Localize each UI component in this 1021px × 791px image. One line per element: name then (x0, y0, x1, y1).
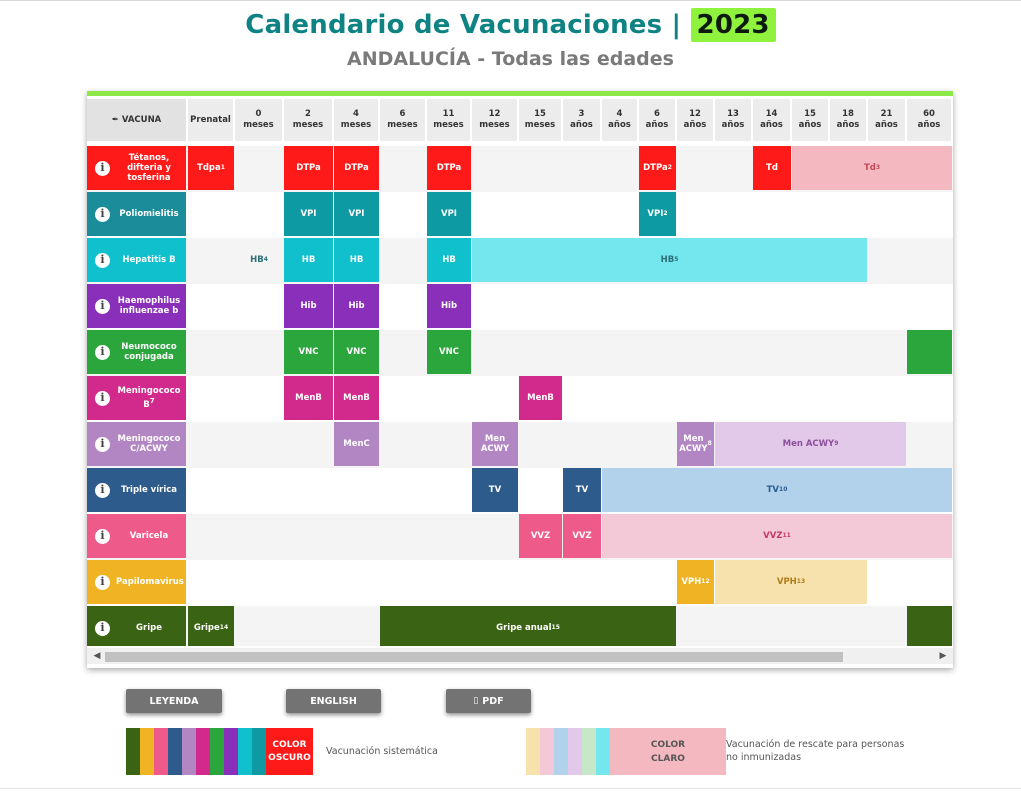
vaccine-label[interactable] (87, 514, 186, 558)
legend-swatch (526, 728, 540, 775)
column-header-label: 6 meses (387, 109, 418, 130)
dose-cell: MenB (334, 376, 379, 420)
dose-cell: DTPa 2 (639, 146, 676, 190)
english-button-label: ENGLISH (310, 695, 357, 707)
vaccine-label[interactable] (87, 146, 186, 190)
vaccine-label[interactable] (87, 606, 186, 646)
dose-cell: VVZ (563, 514, 601, 558)
vaccine-row (87, 422, 953, 468)
info-icon[interactable]: i (95, 529, 110, 544)
dose-cell: Hib (427, 284, 471, 328)
vaccine-name: Hepatitis B (122, 255, 176, 265)
info-icon[interactable]: i (95, 253, 110, 268)
column-header (639, 99, 677, 141)
horizontal-scrollbar[interactable] (87, 648, 953, 664)
vaccine-name: Varicela (129, 531, 169, 541)
vaccine-name: Neumococo conjugada (121, 342, 177, 362)
dose-cell: MenB (519, 376, 562, 420)
legend-dark-description: Vacunación sistemática (326, 746, 438, 757)
vaccine-name: Papilomavirus (116, 577, 184, 587)
legend-swatch (582, 728, 596, 775)
vaccine-label[interactable] (87, 560, 186, 604)
legend-swatch (168, 728, 182, 775)
dose-cell: HB (334, 238, 379, 282)
legend-swatch (140, 728, 154, 775)
column-header-label: 0 meses (243, 109, 274, 130)
column-header (427, 99, 472, 141)
column-header (868, 99, 907, 141)
vaccine-row (87, 284, 953, 330)
dose-cell: VPI (284, 192, 333, 236)
info-icon[interactable]: i (95, 345, 110, 360)
legend-dark-label-2: OSCURO (268, 752, 311, 763)
dose-cell: VVZ (519, 514, 562, 558)
column-header-label: 14 años (760, 109, 783, 130)
vaccine-row (87, 146, 953, 192)
legend-light-label-1: COLOR (650, 739, 686, 750)
dose-cell (907, 606, 952, 646)
pdf-button[interactable] (446, 689, 531, 713)
title-text: Calendario de Vacunaciones | (245, 10, 682, 40)
page-subtitle: ANDALUCÍA - Todas las edades (347, 48, 674, 70)
column-header-label: 12 meses (479, 109, 510, 130)
dose-cell: VNC (334, 330, 379, 374)
dose-cell: MenB (284, 376, 333, 420)
column-header-label: 6 años (645, 109, 669, 130)
column-header (677, 99, 715, 141)
vaccine-name: Meningococo C/ACWY (117, 434, 181, 454)
legend-swatch (568, 728, 582, 775)
legend-button-label: LEYENDA (149, 695, 199, 707)
column-header (563, 99, 602, 141)
dose-cell: MenC (334, 422, 379, 466)
dose-cell: Men ACWY (472, 422, 518, 466)
column-header-label: 13 años (721, 109, 745, 130)
legend-dark-swatches (126, 728, 313, 775)
column-header-label: 12 años (683, 109, 707, 130)
column-header-label: 21 años (875, 109, 898, 130)
legend-swatch (540, 728, 554, 775)
legend-swatch (154, 728, 168, 775)
dose-cell: VPI (334, 192, 379, 236)
vaccine-label[interactable] (87, 330, 186, 374)
column-header-label: 4 años (608, 109, 631, 130)
dose-cell: TV (563, 468, 601, 512)
legend-light-description-line-2: no inmunizadas (726, 752, 802, 763)
legend-button[interactable] (126, 689, 222, 713)
legend-swatch (182, 728, 196, 775)
legend-light-label-2: CLARO (651, 753, 685, 764)
dose-cell: HB 4 (250, 255, 268, 265)
info-icon[interactable]: i (95, 299, 110, 314)
title-year-badge: 2023 (691, 8, 776, 42)
legend-swatch (126, 728, 140, 775)
dose-cell: DTPa (427, 146, 471, 190)
dose-cell: Men ACWY 8 (677, 422, 714, 466)
vaccine-row (87, 192, 953, 238)
dose-cell: Hib (284, 284, 333, 328)
info-icon[interactable]: i (95, 391, 110, 406)
dose-cell: TV (472, 468, 518, 512)
dose-cell: Td (753, 146, 791, 190)
legend-swatch (596, 728, 610, 775)
dose-cell: Gripe anual 15 (380, 606, 676, 646)
scrollbar-thumb[interactable] (105, 652, 843, 662)
top-divider (0, 0, 1021, 1)
legend-light-swatches (526, 728, 726, 775)
info-icon[interactable]: i (95, 207, 110, 222)
legend-swatch (252, 728, 266, 775)
info-icon[interactable]: i (95, 161, 110, 176)
pdf-button-label: PDF (482, 695, 504, 707)
column-header (334, 99, 380, 141)
vaccine-name: Triple vírica (120, 485, 178, 495)
column-header-vacuna (87, 99, 188, 141)
dose-cell: VPI 2 (639, 192, 676, 236)
vaccine-label[interactable] (87, 422, 186, 466)
info-icon[interactable]: i (95, 575, 110, 590)
vaccine-name: Poliomielitis (119, 209, 179, 219)
dose-cell: HB (427, 238, 471, 282)
dose-cell: Men ACWY 9 (715, 422, 906, 466)
vaccine-label[interactable] (87, 284, 186, 328)
pdf-icon: ▯ (473, 696, 479, 706)
vaccine-row (87, 514, 953, 560)
info-icon[interactable]: i (95, 437, 110, 452)
dose-cell: VNC (284, 330, 333, 374)
column-header (753, 99, 792, 141)
column-header (907, 99, 953, 141)
dose-cell: Hib (334, 284, 379, 328)
column-header-label: 4 meses (340, 109, 372, 130)
column-header (188, 99, 235, 141)
vaccine-label[interactable] (87, 468, 186, 512)
vaccine-row (87, 238, 953, 284)
dose-cell: VPH 13 (715, 560, 867, 604)
dose-cell: VNC (427, 330, 471, 374)
legend-dark-color-box (266, 728, 313, 775)
scroll-right-arrow-icon[interactable]: ▶ (939, 651, 947, 661)
dose-cell: VPH 12 (677, 560, 714, 604)
dose-cell: Td 3 (792, 146, 952, 190)
column-header-label: 2 meses (292, 109, 324, 130)
dose-cell: VVZ 11 (602, 514, 952, 558)
legend-light-description (726, 738, 904, 764)
dose-cell: Gripe 14 (188, 606, 234, 646)
vaccine-label[interactable] (87, 192, 186, 236)
legend-swatch (224, 728, 238, 775)
vaccine-row (87, 468, 953, 514)
column-header-label: 60 años (917, 109, 941, 130)
vaccine-label[interactable] (87, 376, 186, 420)
dose-cell: HB (284, 238, 333, 282)
column-header (830, 99, 868, 141)
legend-light-description-line-1: Vacunación de rescate para personas (726, 739, 905, 750)
legend-swatch (196, 728, 210, 775)
column-header-label: 18 años (836, 109, 860, 130)
column-header-label: 15 meses (524, 109, 556, 130)
dose-cell: Tdpa 1 (188, 146, 234, 190)
column-header-label: 3 años (570, 109, 593, 130)
bottom-divider (0, 788, 1021, 789)
vaccine-row (87, 606, 953, 646)
column-header-label: 15 años (798, 109, 822, 130)
vaccine-name: Tétanos, difteria y tosferina (127, 153, 171, 183)
column-header (602, 99, 639, 141)
column-header (472, 99, 519, 141)
info-icon[interactable]: i (95, 483, 110, 498)
dose-cell: DTPa (334, 146, 379, 190)
vaccine-row (87, 330, 953, 376)
column-header (284, 99, 334, 141)
column-header (792, 99, 830, 141)
legend-swatch (238, 728, 252, 775)
vaccine-name: Meningococo $B^7$ (117, 386, 181, 410)
dose-cell: DTPa (284, 146, 333, 190)
legend-swatch (554, 728, 568, 775)
calendar-grid (87, 96, 953, 646)
vaccine-row (87, 376, 953, 422)
vaccine-name: Haemophilus influenzae b (117, 296, 181, 316)
column-header-label: Prenatal (190, 114, 231, 125)
vaccine-row (87, 560, 953, 606)
english-button[interactable] (286, 689, 381, 713)
scroll-left-arrow-icon[interactable]: ◀ (93, 651, 101, 661)
column-header (235, 99, 284, 141)
dose-cell: HB 5 (472, 238, 867, 282)
dose-cell: VPI (427, 192, 471, 236)
dose-cell: TV 10 (602, 468, 952, 512)
legend-light-color-box (610, 728, 726, 775)
column-header (380, 99, 427, 141)
info-icon[interactable]: i (95, 621, 110, 636)
page-title (0, 8, 1021, 42)
legend-dark-label-1: COLOR (272, 739, 307, 750)
pen-icon: ✒ (111, 114, 119, 125)
column-header (519, 99, 563, 141)
vaccine-label[interactable] (87, 238, 186, 282)
column-header-label: VACUNA (121, 114, 162, 125)
dose-cell (907, 330, 952, 374)
vaccination-calendar-card (87, 91, 953, 668)
vaccine-name: Gripe (136, 623, 162, 633)
column-header (715, 99, 753, 141)
column-header-label: 11 meses (433, 109, 464, 130)
legend-swatch (210, 728, 224, 775)
